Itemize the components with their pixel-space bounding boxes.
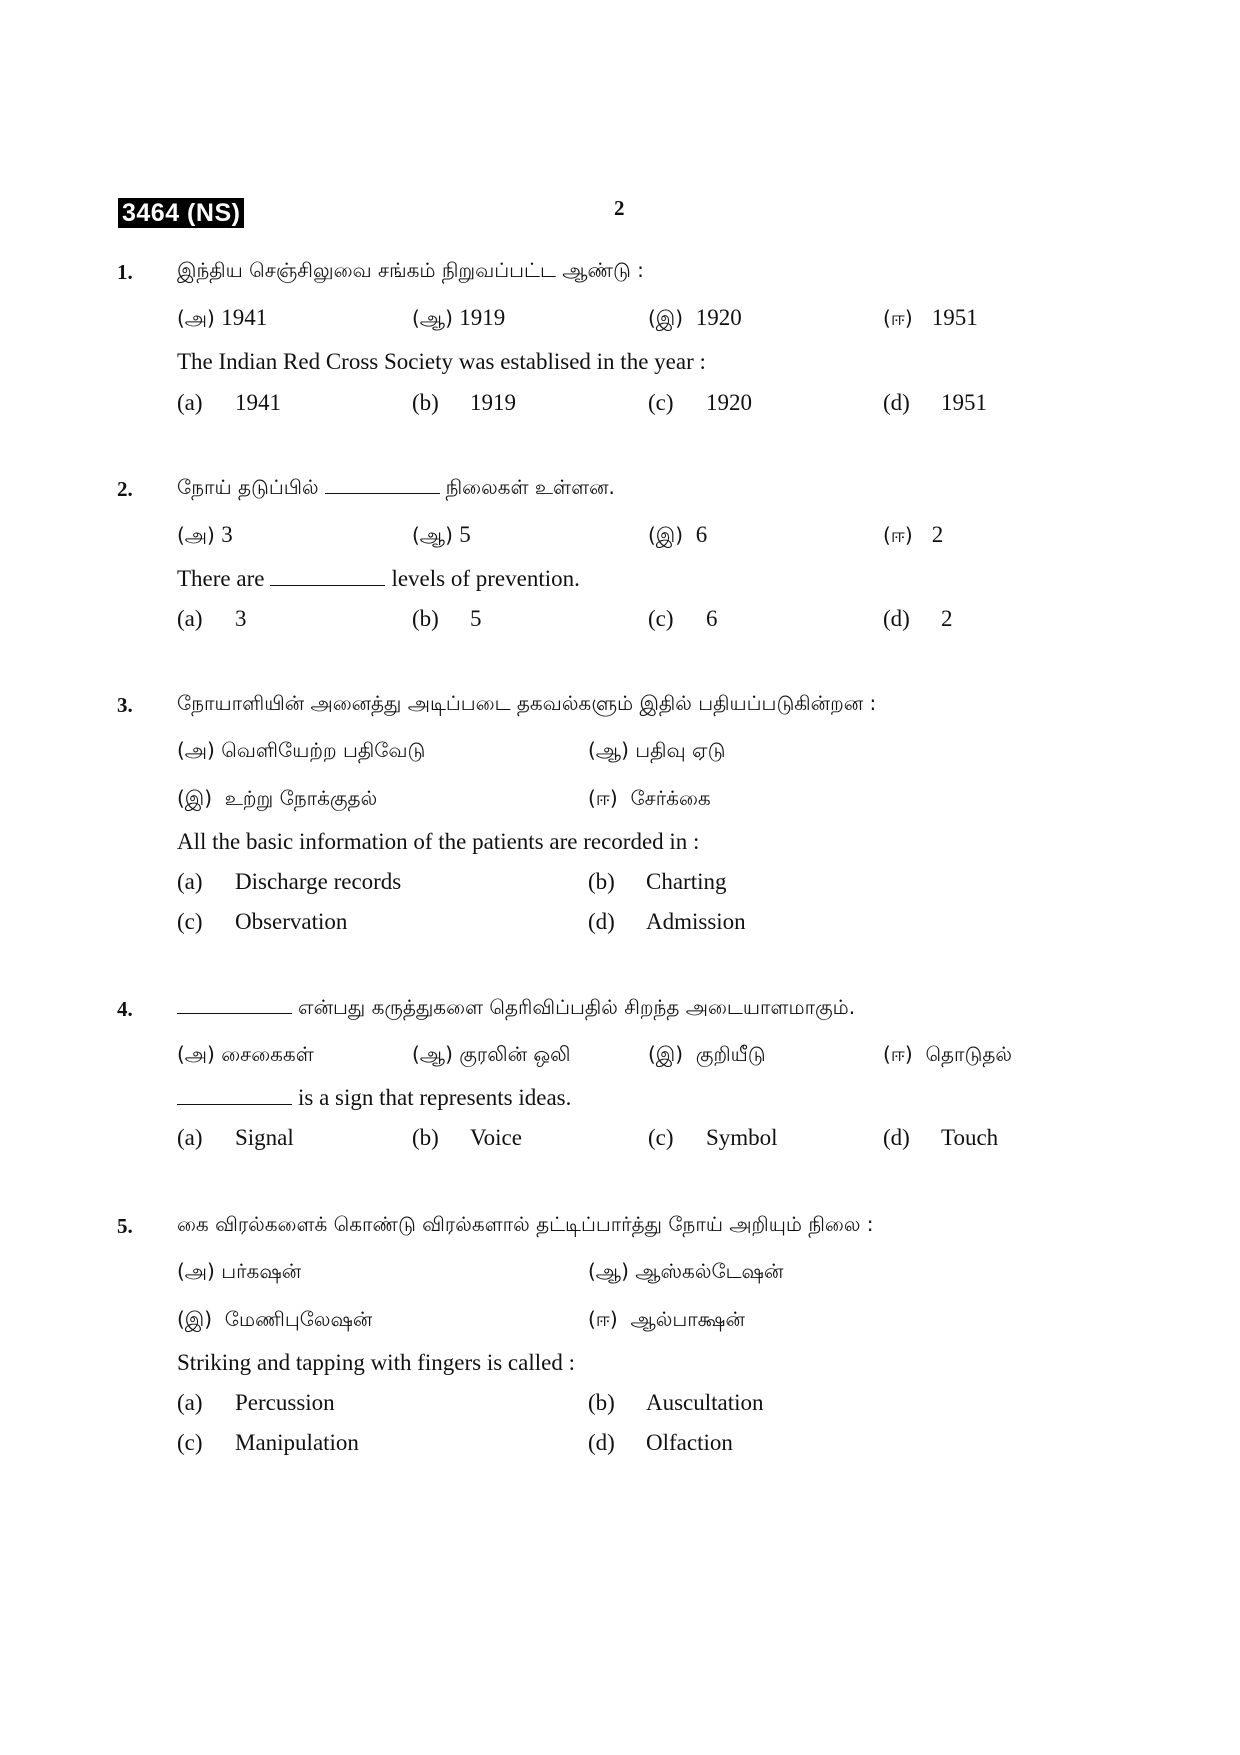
option-tamil-2: (ஆ) 5 [412,522,471,547]
option-english-b: (b) Charting [588,869,727,894]
question-english: Striking and tapping with fingers is called : [177,1350,575,1375]
question-tamil: கை விரல்களைக் கொண்டு விரல்களால் தட்டிப்பார்த்து நோய் அறியும் நிலை : [177,1212,874,1236]
question-number: 5. [117,1214,133,1238]
option-tamil-1: (அ) வெளியேற்ற பதிவேடு [177,738,426,762]
question-number: 3. [117,693,133,717]
question-number: 2. [117,477,133,501]
question-number: 1. [117,260,133,284]
question-english: is a sign that represents ideas. [177,1085,571,1111]
option-english-b: (b) 5 [412,606,482,631]
option-english-d: (d) 1951 [883,390,987,415]
option-english-c: (c) 6 [648,606,718,631]
option-tamil-4: (ஈ) தொடுதல் [883,1042,1012,1066]
option-english-d: (d) Admission [588,909,746,934]
answer-blank [325,475,440,494]
answer-blank [177,1086,292,1105]
answer-blank [270,567,385,586]
option-english-a: (a) Discharge records [177,869,402,894]
question-english: The Indian Red Cross Society was establised in the year : [177,349,706,374]
option-tamil-4: (ஈ) 1951 [883,305,978,330]
option-english-a: (a) Signal [177,1125,294,1150]
option-tamil-1: (அ) 1941 [177,305,268,330]
option-tamil-2: (ஆ) 1919 [412,305,506,330]
option-english-d: (d) 2 [883,606,953,631]
option-tamil-4: (ஈ) ஆல்பாக்ஷன் [588,1307,745,1331]
option-tamil-3: (இ) உற்று நோக்குதல் [177,786,378,810]
option-tamil-1: (அ) 3 [177,522,233,547]
option-english-d: (d) Olfaction [588,1430,733,1455]
option-tamil-3: (இ) 1920 [648,305,742,330]
question-tamil: நோயாளியின் அனைத்து அடிப்படை தகவல்களும் இதில் பதியப்படுகின்றன : [177,691,877,715]
answer-blank [177,995,292,1014]
option-tamil-3: (இ) மேணிபுலேஷன் [177,1307,373,1331]
option-tamil-4: (ஈ) 2 [883,522,944,547]
option-english-c: (c) Symbol [648,1125,778,1150]
option-english-b: (b) 1919 [412,390,516,415]
option-english-a: (a) 1941 [177,390,281,415]
option-english-d: (d) Touch [883,1125,999,1150]
option-english-c: (c) Manipulation [177,1430,359,1455]
paper-code: 3464 (NS) [118,198,244,228]
question-tamil: நோய் தடுப்பில் நிலைகள் உள்ளன. [177,475,615,499]
page-number: 2 [614,196,625,220]
option-english-b: (b) Voice [412,1125,522,1150]
option-tamil-2: (ஆ) பதிவு ஏடு [588,738,726,762]
option-tamil-1: (அ) பர்கஷன் [177,1259,302,1283]
question-number: 4. [117,997,133,1021]
option-english-c: (c) 1920 [648,390,752,415]
option-english-a: (a) 3 [177,606,247,631]
option-tamil-1: (அ) சைகைகள் [177,1042,314,1066]
option-english-b: (b) Auscultation [588,1390,764,1415]
option-english-a: (a) Percussion [177,1390,335,1415]
option-english-c: (c) Observation [177,909,348,934]
option-tamil-3: (இ) 6 [648,522,708,547]
question-tamil: இந்திய செஞ்சிலுவை சங்கம் நிறுவப்பட்ட ஆண்டு : [177,258,644,282]
option-tamil-2: (ஆ) ஆஸ்கல்டேஷன் [588,1259,784,1283]
question-english: All the basic information of the patients are recorded in : [177,829,700,854]
option-tamil-3: (இ) குறியீடு [648,1042,766,1066]
option-tamil-2: (ஆ) குரலின் ஒலி [412,1042,571,1066]
question-tamil: என்பது கருத்துகளை தெரிவிப்பதில் சிறந்த அடையாளமாகும். [177,995,855,1022]
option-tamil-4: (ஈ) சேர்க்கை [588,786,711,810]
question-english: There are levels of prevention. [177,566,580,591]
